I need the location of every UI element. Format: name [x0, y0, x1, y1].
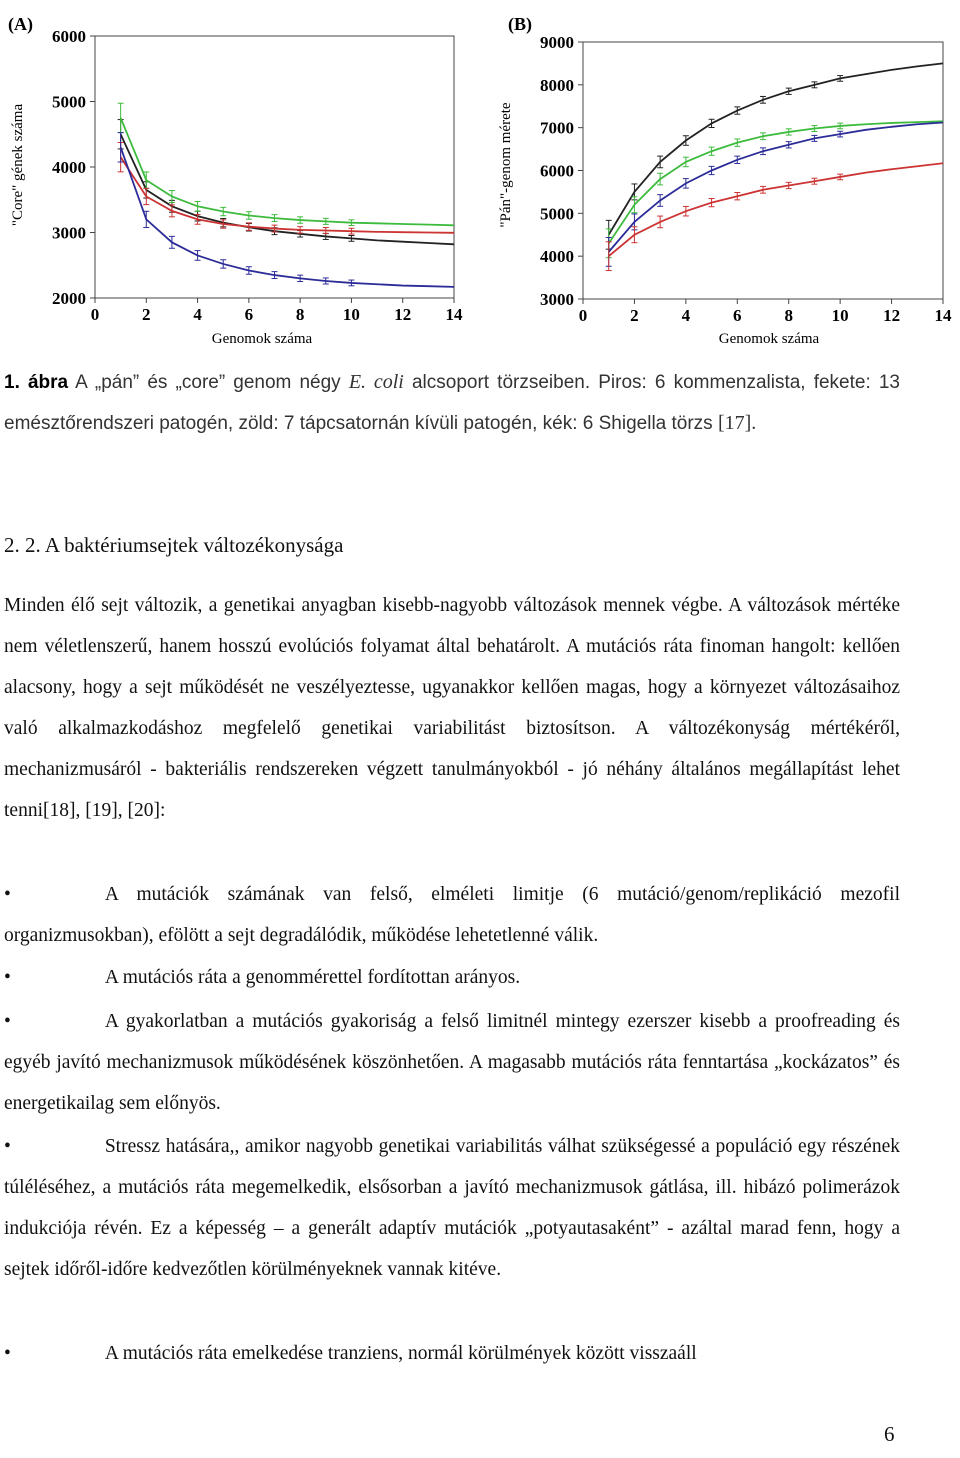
x-tick-label: 12: [883, 306, 901, 325]
figure: [0, 0, 960, 350]
series-line-red: [609, 163, 943, 256]
plot-frame: [95, 36, 454, 298]
y-tick-label: 2000: [52, 289, 86, 308]
x-tick-label: 4: [193, 305, 202, 324]
x-tick-label: 14: [445, 305, 463, 324]
bullet-dot-icon: •: [4, 967, 11, 988]
y-tick-label: 4000: [52, 158, 86, 177]
figure-caption: [4, 362, 900, 444]
x-tick-label: 0: [90, 305, 100, 324]
y-tick-label: 8000: [540, 75, 574, 95]
x-tick-label: 8: [295, 305, 305, 324]
bullet-dot-icon: •: [4, 1136, 11, 1157]
panel-a-label: (A): [8, 14, 33, 34]
panel-a-x-axis-label: Genomok száma: [211, 331, 313, 347]
caption-reference: [17].: [717, 412, 757, 434]
bullet-item-3: [4, 1001, 900, 1124]
bullet-item-4: [4, 1126, 900, 1290]
bullet-dot-icon: •: [4, 1343, 11, 1364]
x-tick-label: 12: [394, 305, 412, 324]
y-tick-label: 3000: [52, 223, 86, 243]
x-tick-label: 8: [784, 306, 793, 325]
caption-label: 1. ábra: [4, 372, 69, 393]
page-number: 6: [884, 1422, 895, 1446]
y-tick-label: 9000: [540, 33, 574, 52]
bullet-item-1: [4, 874, 900, 956]
panel-a-y-axis-label: "Core" gének száma: [10, 103, 26, 227]
panel-b-label: (B): [508, 14, 532, 34]
section-paragraph: Minden élő sejt változik, a genetikai anyagban kisebb-nagyobb változások mennek végbe. A változások mértéke nem véletlenszerű, hanem hosszú evolúciós folyamat által behatárolt. A mutációs ráta finoman hangolt: kellően alacsony, hogy a sejt működését ne veszélyeztesse, ugyanakkor kellően magas, hogy a környezet változásaihoz való alkalmazkodáshoz megfelelő genetikai variabilitást biztosítson. A változékonyság mértékéről, mechanizmusáról - bakteriális rendszereken végzett tanulmányokból - jó néhány általános megállapítást lehet tenni[18], [19], [20]:: [4, 595, 900, 821]
bullet-text-1: A mutációk számának van felső, elméleti limitje (6 mutáció/genom/replikáció mezofil organizmusokban), efölött a sejt degradálódik, működése lehetetlenné válik.: [4, 884, 900, 946]
y-tick-label: 3000: [540, 290, 574, 309]
chart-panel-a: [52, 27, 463, 324]
plot-frame: [583, 42, 943, 299]
chart-panel-b: [540, 33, 952, 325]
x-tick-label: 2: [142, 305, 151, 324]
section-heading: 2. 2. A baktériumsejtek változékonysága: [4, 533, 344, 557]
bullet-text-3: A gyakorlatban a mutációs gyakoriság a felső limitnél mintegy ezerszer kisebb a proofreading és egyéb javító mechanizmusok működésének köszönhetően. A magasabb mutációs ráta fenntartása „kockázatos” és energetikailag sem előnyös.: [4, 1011, 900, 1114]
x-tick-label: 6: [733, 306, 742, 325]
bullet-dot-icon: •: [4, 884, 11, 905]
bullet-dot-icon: •: [4, 1011, 11, 1032]
series-line-green: [609, 121, 943, 243]
y-tick-label: 4000: [540, 247, 574, 267]
x-tick-label: 10: [831, 306, 849, 325]
series-line-black: [609, 63, 943, 234]
caption-text-1: A „pán” és „core” genom négy: [68, 372, 349, 393]
y-tick-label: 6000: [52, 27, 86, 46]
caption-text-2: alcsoport törzseiben. Piros: 6 kommenzalista, fekete: 13 emésztőrendszeri patogén, zöld: 7 tápcsatornán kívüli patogén, kék: 6 Shigella törzs: [4, 372, 900, 434]
bullet-text-2: A mutációs ráta a genommérettel fordítottan arányos.: [104, 967, 521, 988]
bullet-text-5: A mutációs ráta emelkedése tranziens, normál körülmények között visszaáll: [104, 1343, 697, 1364]
x-tick-label: 2: [630, 306, 639, 325]
panel-b-y-axis-label: "Pán"-genom mérete: [498, 102, 514, 228]
y-tick-label: 6000: [540, 161, 574, 181]
bullet-item-5: [4, 1333, 900, 1374]
figure-svg: [0, 0, 960, 350]
series-line-black: [121, 134, 454, 244]
x-tick-label: 10: [342, 305, 360, 324]
bullet-item-2: [4, 957, 900, 998]
y-tick-label: 7000: [540, 118, 574, 138]
y-tick-label: 5000: [540, 204, 574, 224]
x-tick-label: 14: [934, 306, 952, 325]
panel-b-x-axis-label: Genomok száma: [718, 331, 820, 347]
bullet-text-4: Stressz hatására,, amikor nagyobb genetikai variabilitás válhat szükségessé a populáció egy részének túléléséhez, a mutációs ráta megemelkedik, elsősorban a javító mechanizmusok gátlása, ill. hibázó polimerázok indukciója révén. Ez a képesség – a generált adaptív mutációk „potyautasaként” - azáltal marad fenn, hogy a sejtek időről-időre kedvezőtlen körülményeknek vannak kitéve.: [4, 1136, 900, 1280]
x-tick-label: 4: [681, 306, 691, 325]
caption-species: E. coli: [348, 371, 404, 393]
x-tick-label: 0: [578, 306, 588, 325]
x-tick-label: 6: [244, 305, 254, 324]
y-tick-label: 5000: [52, 92, 86, 112]
